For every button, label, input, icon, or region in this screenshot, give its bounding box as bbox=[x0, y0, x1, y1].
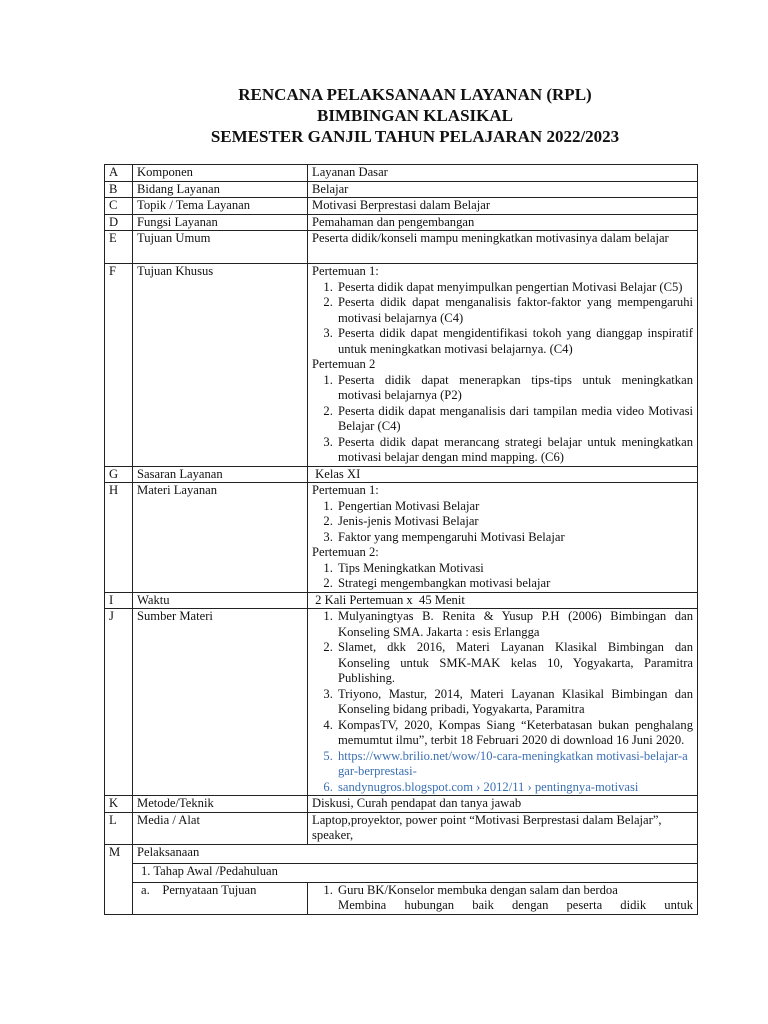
row-label: Media / Alat bbox=[133, 812, 308, 844]
title-line-2: BIMBINGAN KLASIKAL bbox=[316, 106, 513, 125]
objective-list-1 bbox=[312, 280, 693, 358]
row-value: Peserta didik/konseli mampu meningkatkan motivasinya dalam belajar bbox=[308, 231, 698, 264]
table-row bbox=[105, 882, 698, 914]
meeting-heading: Pertemuan 1: bbox=[312, 483, 379, 497]
row-key: B bbox=[105, 181, 133, 198]
row-label: Bidang Layanan bbox=[133, 181, 308, 198]
table-row bbox=[105, 844, 698, 864]
table-row bbox=[105, 609, 698, 796]
row-key: L bbox=[105, 812, 133, 844]
row-value: Laptop,proyektor, power point “Motivasi Berprestasi dalam Belajar”, speaker, bbox=[308, 812, 698, 844]
table-row bbox=[105, 812, 698, 844]
table-row bbox=[105, 483, 698, 593]
table-row bbox=[105, 231, 698, 264]
row-value: Motivasi Berprestasi dalam Belajar bbox=[308, 198, 698, 215]
row-key: H bbox=[105, 483, 133, 593]
table-row bbox=[105, 592, 698, 609]
row-value: Layanan Dasar bbox=[308, 165, 698, 182]
meeting-heading: Pertemuan 2: bbox=[312, 545, 379, 559]
row-label: Komponen bbox=[133, 165, 308, 182]
row-key: D bbox=[105, 214, 133, 231]
stage-heading: 1. Tahap Awal /Pedahuluan bbox=[133, 864, 698, 883]
list-item: 1. Peserta didik dapat menyimpulkan pengertian Motivasi Belajar (C5) bbox=[336, 280, 693, 296]
sub-label: a. Pernyataan Tujuan bbox=[133, 882, 308, 914]
list-item: 1. Tips Meningkatkan Motivasi bbox=[336, 561, 693, 577]
list-item: 3. Faktor yang mempengaruhi Motivasi Belajar bbox=[336, 530, 693, 546]
list-item: 4. KompasTV, 2020, Kompas Siang “Keterbatasan bukan penghalang memumtut ilmu”, terbit 18 Februari 2020 di download 16 Juni 2020. bbox=[336, 718, 693, 749]
row-key: K bbox=[105, 796, 133, 813]
row-key: E bbox=[105, 231, 133, 264]
row-key: M bbox=[105, 844, 133, 914]
material-list-2 bbox=[312, 561, 693, 592]
list-item: 2. Strategi mengembangkan motivasi belajar bbox=[336, 576, 693, 592]
table-row bbox=[105, 214, 698, 231]
list-item: 2. Peserta didik dapat menganalisis dari tampilan media video Motivasi Belajar (C4) bbox=[336, 404, 693, 435]
row-value bbox=[308, 609, 698, 796]
list-item: 3. Triyono, Mastur, 2014, Materi Layanan Klasikal Bimbingan dan Konseling bidang pribadi, Yogyakarta, Paramitra bbox=[336, 687, 693, 718]
row-key: A bbox=[105, 165, 133, 182]
row-value: 2 Kali Pertemuan x 45 Menit bbox=[308, 592, 698, 609]
row-key: J bbox=[105, 609, 133, 796]
row-key: C bbox=[105, 198, 133, 215]
meeting-heading: Pertemuan 1: bbox=[312, 264, 379, 278]
table-row bbox=[105, 181, 698, 198]
source-link[interactable]: 5. https://www.brilio.net/wow/10-cara-meningkatkan motivasi-belajar-agar-berprestasi- bbox=[336, 749, 693, 780]
row-value: Diskusi, Curah pendapat dan tanya jawab bbox=[308, 796, 698, 813]
activity-list bbox=[312, 883, 693, 914]
row-value: Belajar bbox=[308, 181, 698, 198]
material-list-1 bbox=[312, 499, 693, 546]
list-item: 2. Membina hubungan baik dengan peserta didik untuk bbox=[336, 898, 693, 914]
row-label: Waktu bbox=[133, 592, 308, 609]
row-key: G bbox=[105, 466, 133, 483]
title-line-3: SEMESTER GANJIL TAHUN PELAJARAN 2022/2023 bbox=[210, 127, 620, 146]
table-row bbox=[105, 796, 698, 813]
row-label: Materi Layanan bbox=[133, 483, 308, 593]
table-row bbox=[105, 864, 698, 883]
row-label: Fungsi Layanan bbox=[133, 214, 308, 231]
table-row bbox=[105, 466, 698, 483]
row-value: Kelas XI bbox=[308, 466, 698, 483]
table-row bbox=[105, 264, 698, 467]
list-item: 2. Jenis-jenis Motivasi Belajar bbox=[336, 514, 693, 530]
row-label: Tujuan Umum bbox=[133, 231, 308, 264]
row-value bbox=[308, 483, 698, 593]
section-heading: Pelaksanaan bbox=[133, 844, 698, 864]
list-item: 3. Peserta didik dapat merancang strategi belajar untuk meningkatkan motivasi belajar dengan mind mapping. (C6) bbox=[336, 435, 693, 466]
objective-list-2 bbox=[312, 373, 693, 466]
row-label: Sasaran Layanan bbox=[133, 466, 308, 483]
source-link[interactable]: 6. sandynugros.blogspot.com › 2012/11 › pentingnya-motivasi bbox=[336, 780, 693, 796]
row-value: Pemahaman dan pengembangan bbox=[308, 214, 698, 231]
list-item: 1. Peserta didik dapat menerapkan tips-tips untuk meningkatkan motivasi belajarnya (P2) bbox=[336, 373, 693, 404]
list-item: 2. Slamet, dkk 2016, Materi Layanan Klasikal Bimbingan dan Konseling untuk SMK-MAK kelas 10, Yogyakarta, Paramitra Publishing. bbox=[336, 640, 693, 687]
list-item: 2. Peserta didik dapat menganalisis faktor-faktor yang mempengaruhi motivasi belajarnya (C4) bbox=[336, 295, 693, 326]
row-key: F bbox=[105, 264, 133, 467]
rpl-table bbox=[104, 164, 698, 915]
row-key: I bbox=[105, 592, 133, 609]
table-row bbox=[105, 165, 698, 182]
row-value bbox=[308, 264, 698, 467]
row-label: Tujuan Khusus bbox=[133, 264, 308, 467]
row-label: Topik / Tema Layanan bbox=[133, 198, 308, 215]
meeting-heading: Pertemuan 2 bbox=[312, 357, 376, 371]
table-row bbox=[105, 198, 698, 215]
document-title bbox=[0, 84, 768, 147]
list-item: 1. Mulyaningtyas B. Renita & Yusup P.H (2006) Bimbingan dan Konseling SMA. Jakarta : esis Erlangga bbox=[336, 609, 693, 640]
row-label: Metode/Teknik bbox=[133, 796, 308, 813]
list-item: 1. Pengertian Motivasi Belajar bbox=[336, 499, 693, 515]
row-label: Sumber Materi bbox=[133, 609, 308, 796]
source-list bbox=[312, 609, 693, 795]
title-line-1: RENCANA PELAKSANAAN LAYANAN (RPL) bbox=[238, 85, 592, 104]
list-item: 3. Peserta didik dapat mengidentifikasi tokoh yang dianggap inspiratif untuk meningkatkan motivasi belajarnya. (C4) bbox=[336, 326, 693, 357]
list-item: 1. Guru BK/Konselor membuka dengan salam dan berdoa bbox=[336, 883, 693, 899]
row-value bbox=[308, 882, 698, 914]
